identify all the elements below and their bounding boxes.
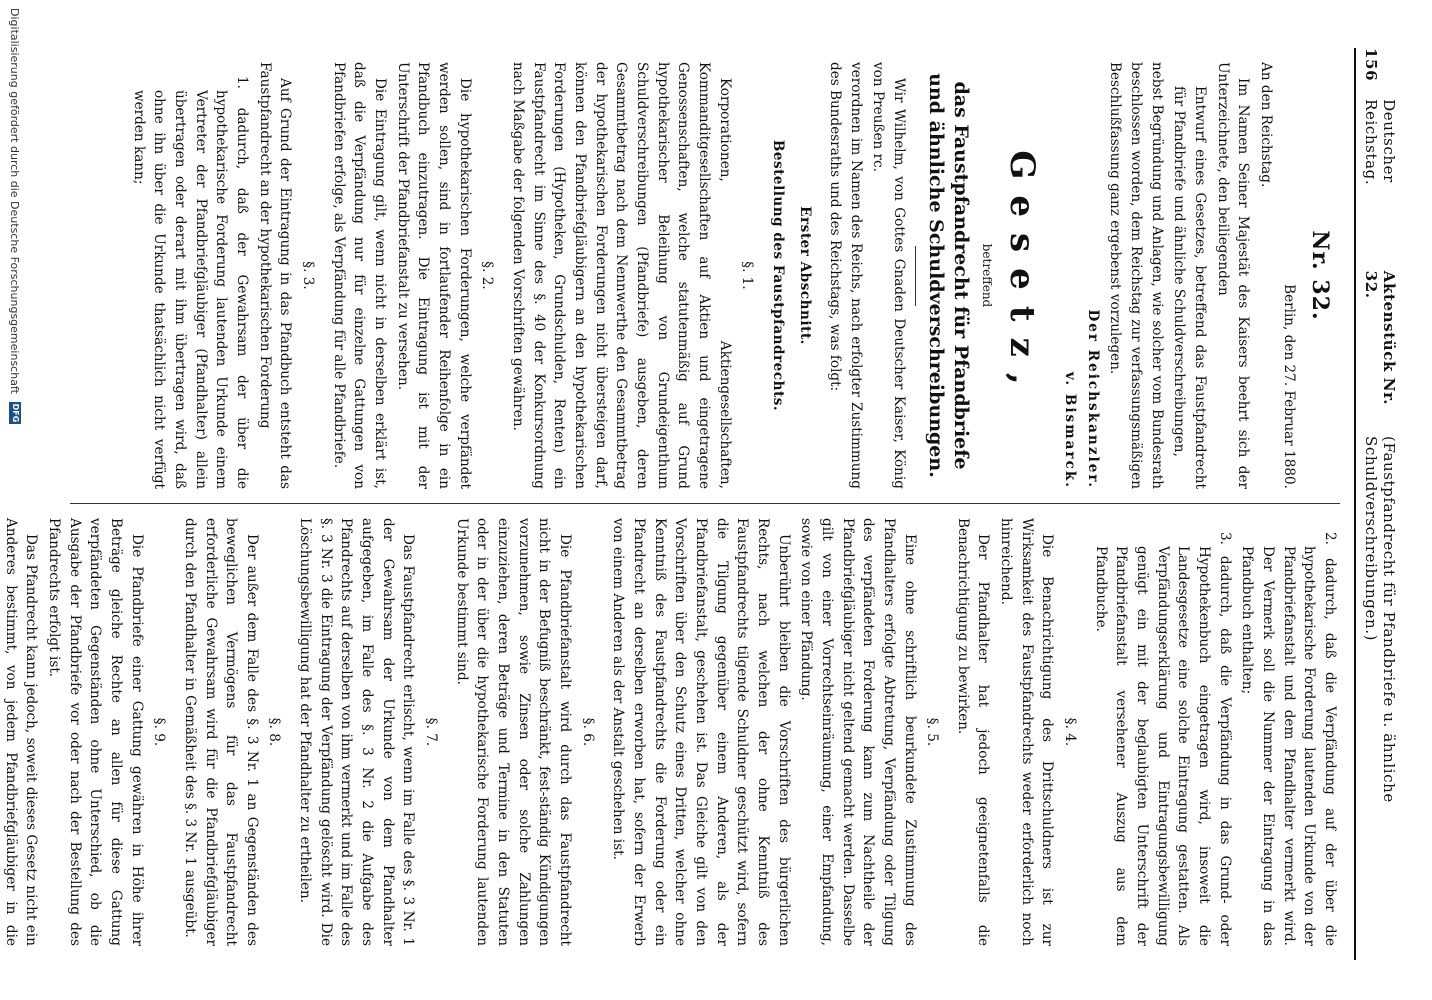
paragraph-9-text-b: Das Pfandrecht kann jedoch, soweit dieses Gesetz nicht ein Anderes bestimmt, von jedem Pfandbriefgläubiger in die [2, 518, 40, 946]
paragraph-mark-4: §. 4. [1062, 717, 1079, 747]
paragraph-9-text-a: Die Pfandbriefe einer Gattung gewähren in Höhe ihrer Beträge gleiche Rechte an allen für diese Gattung verpfändeten Gegenständen ohne Unterschied, ob die Ausgabe der Pfandbriefe vor oder nach der Bestellung des Pfandrechts erfolgt ist. [45, 518, 145, 946]
paragraph-8-text: Der außer dem Falle des §. 3 Nr. 1 an Gegenständen des beweglichen Vermögens für das Faustpfandrecht erforderliche Gewahrsam wird für die Pfandbriefgläubiger durch den Pfandhalter in Gemäßheit des §. 3 Nr. 1 ausgeübt. [181, 518, 260, 946]
paragraph-mark-6: §. 6. [579, 717, 596, 747]
paragraph-mark-3: §. 3. [300, 261, 317, 290]
paragraph-mark-2: §. 2. [479, 261, 496, 290]
intro-continuation: nebst Begründung und Anlagen, wie solcher vom Bundesrath beschlossen worden, dem Reichstag zur verfassungsmäßigen Beschlußfassung ganz ergebenst vorzulegen. [1107, 62, 1165, 489]
left-column [70, 48, 1340, 504]
document-number: Nr. 32. [1307, 230, 1333, 321]
page-header [1354, 48, 1398, 960]
dfg-logo-icon: DFG [11, 403, 20, 423]
section-heading: Erster Abschnitt. [796, 206, 813, 345]
paragraph-5-text-b: Unberührt bleiben die Vorschriften des bürgerlichen Rechts, nach welchen der ohne Kenntniß des Faustpfandrechts tilgende Schuldner geschützt wird, sofern die Tilgung gegenüber einem Anderen, als der Pfandbriefanstalt, geschehen ist. Das Gleiche gilt von den Vorschriften über den Schutz eines Dritten, welcher ohne Kenntniß des Faustpfandrechts die Forderung oder ein Pfandrecht an derselben erworben hat, sofern der Erwerb von einem Anderen als der Anstalt geschehen ist. [610, 518, 792, 946]
paragraph-3-item-1: 1. dadurch, daß der Gewahrsam der über die hypothekarische Forderung lautenden Urkunde einem Vertreter der Pfandbriefgläubiger (Pfandhalter) allein übertragen oder derart mit ihm übertragen wird, daß ohne ihn über die Urkunde thatsächlich nicht verfügt werden kann; [130, 76, 251, 489]
document-reference: Aktenstück Nr. 32. [1362, 270, 1398, 406]
paragraph-4-text-a: Die Benachrichtigung des Drittschuldners ist zur Wirksamkeit des Faustpfandrechts weder erforderlich noch hinreichend. [998, 518, 1056, 946]
publication-name: Deutscher Reichstag. [1362, 99, 1398, 186]
dateline: Berlin, den 27. Februar 1880. [1280, 284, 1297, 489]
law-title: das Faustpfandrecht für Pfandbriefe und ähnliche Schuldverschreibungen. [924, 73, 973, 478]
enacting-name: Wir Wilhelm, von Gottes Gnaden Deutscher Kaiser, König von Preußen rc. [870, 62, 908, 489]
paragraph-mark-9: §. 9. [151, 717, 168, 747]
paragraph-mark-1: §. 1. [739, 261, 756, 290]
paragraph-mark-7: §. 7. [423, 717, 440, 747]
page-number: 156 [1362, 48, 1380, 82]
digitization-credit [0, 0, 30, 1000]
paragraph-2-text-b: Die Eintragung gilt, wenn nicht in derselben erklärt ist, daß die Verpfändung nur für einzelne Gattungen von Pfandbriefen erfolge, als Verpfändung für alle Pfandbriefe. [330, 62, 389, 489]
paragraph-1-text: Korporationen, Aktiengesellschaften, Kommanditgesellschaften auf Aktien und eingetragene Genossenschaften, welche statutenmäßig auf Grund hypothekarischer Beleihung von Grundeigenthum Schuldverschreibungen (Pfandbriefe) ausgeben, deren Gesammtbetrag nach dem Nennwerthe den Gesammtbetrag der hypothekarischen Forderungen nicht übersteigen darf, können den Pfandbriefgläubigern an den hypothekarischen Forderungen (Hypotheken, Grundschulden, Renten) ein Faustpfandrecht im Sinne des §. 40 der Konkursordnung nach Maßgabe der folgenden Vorschriften gewähren. [510, 62, 733, 489]
paragraph-mark-8: §. 8. [266, 717, 283, 747]
paragraph-3-item-2: 2. dadurch, daß die Verpfändung auf der über die hypothekarische Forderung lautenden Urkunde von der Pfandbriefanstalt und dem Pfandhalter vermerkt wird. Der Vermerk soll die Nummer der Eintragung in das Pfandbuch enthalten; [1239, 532, 1338, 946]
paragraph-2-text-a: Die hypothekarischen Forderungen, welche verpfändet werden sollen, sind in fortlaufender Reihenfolge in ein Pfandbuch einzutragen. Die Eintragung ist mit der Unterschrift der Pfandbriefanstalt zu versehen. [394, 62, 473, 489]
signature-name: v. Bismarck. [1062, 371, 1078, 489]
intro-text: Im Namen Seiner Majestät des Kaisers beehrt sich der Unterzeichnete, den beiliegenden [1214, 62, 1252, 489]
law-heading: Gesetz, [1002, 150, 1043, 401]
signature-role: Der Reichskanzler. [1084, 309, 1101, 489]
running-title: (Faustpfandrecht für Pfandbriefe u. ähnliche Schuldverschreibungen.) [1362, 436, 1398, 803]
paragraph-7-text: Das Faustpfandrecht erlischt, wenn im Falle des §. 3 Nr. 1 der Gewahrsam der Urkunde von dem Pfandhalter aufgegeben, im Falle des §. 3 Nr. 2 die Aufgabe des Pfandrechts auf derselben von ihm vermerkt und im Falle des §. 3 Nr. 3 die Eintragung der Verpfändung gelöscht wird. Die Löschungsbewilligung hat der Pfandhalter zu ertheilen. [297, 518, 417, 946]
paragraph-6-text: Die Pfandbriefanstalt wird durch das Faustpfandrecht nicht in der Befugniß beschränkt, fest-ständig Kündigungen vorzunehmen, sowie Zinsen oder solche Zahlungen einzuziehen, deren Beträge und Termine in den Statuten oder in der über die hypothekarische Forderung lautenden Urkunde bestimmt sind. [453, 518, 574, 946]
paragraph-4-text-b: Der Pfandhalter hat jedoch geeignetenfalls die Benachrichtigung zu bewirken. [954, 518, 992, 946]
paragraph-3-item-3: 3. dadurch, daß die Verpfändung in das Grund- oder Hypothekenbuch eingetragen wird, insoweit die Landesgesetze eine solche Eintragung gestatten. Als Verpfändungserklärung und Eintragungsbewilligung genügt ein mit der beglaubigten Unterschrift der Pfandbriefanstalt versehener Auszug aus dem Pfandbuche. [1092, 532, 1233, 946]
paragraph-mark-5: §. 5. [924, 717, 941, 747]
right-column [2, 504, 1340, 960]
law-concerning: betreffend [979, 243, 994, 308]
section-title: Bestellung des Faustpfandrechts. [769, 139, 786, 412]
paragraph-3-text: Auf Grund der Eintragung in das Pfandbuch entsteht das Faustpfandrecht an der hypothekarischen Forderung [256, 62, 294, 489]
title-divider [915, 246, 916, 306]
paragraph-5-text-a: Eine ohne schriftlich beurkundete Zustimmung des Pfandhalters erfolgte Abtretung, Verpfändung oder Tilgung des verpfändeten Forderung kann zum Nachtheile der Pfandbriefgläubiger nicht geltend gemacht werden. Dasselbe gilt von einer Vorrechtseinräumung, einer Empfandung, sowie von einer Pfändung. [798, 518, 918, 946]
enacting-text: verordnen im Namen des Reichs, nach erfolgter Zustimmung des Bundesraths und des Reichstags, was folgt: [827, 62, 864, 489]
credit-text: Digitalisierung gefördert durch die Deutsche Forschungsgemeinschaft [8, 8, 22, 394]
draft-title: Entwurf eines Gesetzes, betreffend das Faustpfandrecht für Pfandbriefe und ähnliche Schuldverschreibungen, [1171, 86, 1208, 489]
addressee: An den Reichstag. [1257, 62, 1274, 188]
